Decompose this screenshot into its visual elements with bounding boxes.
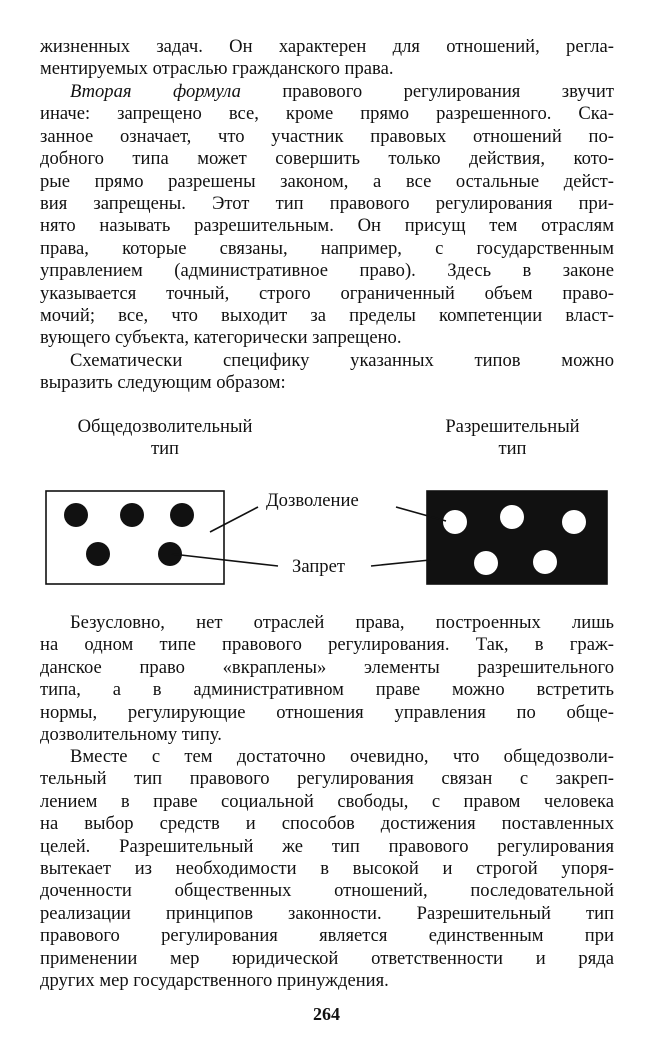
prohibition-dot bbox=[86, 542, 110, 566]
text-line bbox=[40, 81, 614, 103]
text-line: выразить следующим образом: bbox=[40, 372, 286, 394]
paragraph-4 bbox=[40, 612, 614, 746]
text-fragment: правового регулирования звучит bbox=[240, 81, 614, 102]
right-diagram-title bbox=[410, 416, 615, 460]
text-line: на выбор средств и способов достижения поставленных bbox=[40, 813, 614, 835]
permission-dot bbox=[500, 505, 524, 529]
text-line: иначе: запрещено все, кроме прямо разрешенного. Ска- bbox=[40, 103, 614, 125]
permission-dot bbox=[443, 510, 467, 534]
permission-dot bbox=[562, 510, 586, 534]
text-line: вытекает из необходимости в высокой и строгой упоря- bbox=[40, 858, 614, 880]
title-line: тип bbox=[498, 438, 527, 459]
paragraph-3 bbox=[40, 350, 614, 395]
text-line: Вместе с тем достаточно очевидно, что общедозволи- bbox=[70, 746, 614, 767]
prohibition-dot bbox=[64, 503, 88, 527]
text-line: вия запрещены. Этот тип правового регулирования при- bbox=[40, 193, 614, 215]
text-line: целей. Разрешительный же тип правового регулирования bbox=[40, 835, 614, 857]
permission-dot bbox=[474, 551, 498, 575]
title-line: тип bbox=[150, 438, 180, 459]
text-line: на одном типе правового регулирования. Так, в граж- bbox=[40, 634, 614, 656]
text-line: доченности общественных отношений, последовательной bbox=[40, 880, 614, 902]
paragraph-5 bbox=[40, 746, 614, 992]
paragraph-1 bbox=[40, 36, 614, 81]
text-line: управлением (административное право). Здесь в законе bbox=[40, 260, 614, 282]
permission-dot bbox=[533, 550, 557, 574]
text-line: рые прямо разрешены законом, а все остальные дейст- bbox=[40, 170, 614, 192]
prohibition-dot bbox=[158, 542, 182, 566]
general-permissive-box bbox=[46, 491, 224, 584]
pointer-line-prohibition-left bbox=[172, 554, 278, 566]
text-line: добного типа может совершить только действия, кото- bbox=[40, 148, 614, 170]
text-line: правового регулирования является единственным при bbox=[40, 925, 614, 947]
permissive-box bbox=[427, 491, 607, 584]
text-line: реализации принципов законности. Разрешительный тип bbox=[40, 902, 614, 924]
text-line: дозволительному типу. bbox=[40, 724, 222, 746]
text-line: применении мер юридической ответственности и ряда bbox=[40, 947, 614, 969]
text-line: права, которые связаны, например, с государственным bbox=[40, 237, 614, 259]
text-line: данское право «вкраплены» элементы разрешительного bbox=[40, 656, 614, 678]
prohibition-label: Запрет bbox=[292, 556, 345, 577]
text-line: занное означает, что участник правовых отношений по- bbox=[40, 125, 614, 147]
text-line: лением в праве социальной свободы, с правом человека bbox=[40, 790, 614, 812]
text-line: тельный тип правового регулирования связан с закреп- bbox=[40, 768, 614, 790]
title-line: Общедозволительный bbox=[77, 416, 253, 437]
left-diagram-title bbox=[50, 416, 280, 460]
italic-lead: Вторая формула bbox=[70, 81, 241, 102]
text-line: нормы, регулирующие отношения управления по обще- bbox=[40, 701, 614, 723]
text-line: типа, а в административном праве можно встретить bbox=[40, 679, 614, 701]
pointer-line-prohibition-right bbox=[371, 560, 430, 566]
page-number: 264 bbox=[313, 1004, 340, 1024]
permission-label: Дозволение bbox=[266, 490, 359, 511]
text-line: ментируемых отраслью гражданского права. bbox=[40, 58, 394, 80]
pointer-line-permission-left bbox=[210, 507, 258, 532]
title-line: Разрешительный bbox=[445, 416, 580, 437]
text-line: указывается точный, строго ограниченный объем право- bbox=[40, 282, 614, 304]
text-line: других мер государственного принуждения. bbox=[40, 970, 389, 992]
text-line: Безусловно, нет отраслей права, построенных лишь bbox=[70, 612, 614, 633]
text-line: жизненных задач. Он характерен для отношений, регла- bbox=[40, 36, 614, 57]
prohibition-dot bbox=[170, 503, 194, 527]
text-line: Схематически специфику указанных типов можно bbox=[70, 350, 614, 371]
prohibition-dot bbox=[120, 503, 144, 527]
paragraph-2 bbox=[40, 81, 614, 350]
text-line: нято называть разрешительным. Он присущ тем отраслям bbox=[40, 215, 614, 237]
text-line: мочий; все, что выходит за пределы компетенции власт- bbox=[40, 305, 614, 327]
pointer-line-permission-right bbox=[396, 507, 446, 521]
text-line: вующего субъекта, категорически запрещено. bbox=[40, 327, 402, 349]
